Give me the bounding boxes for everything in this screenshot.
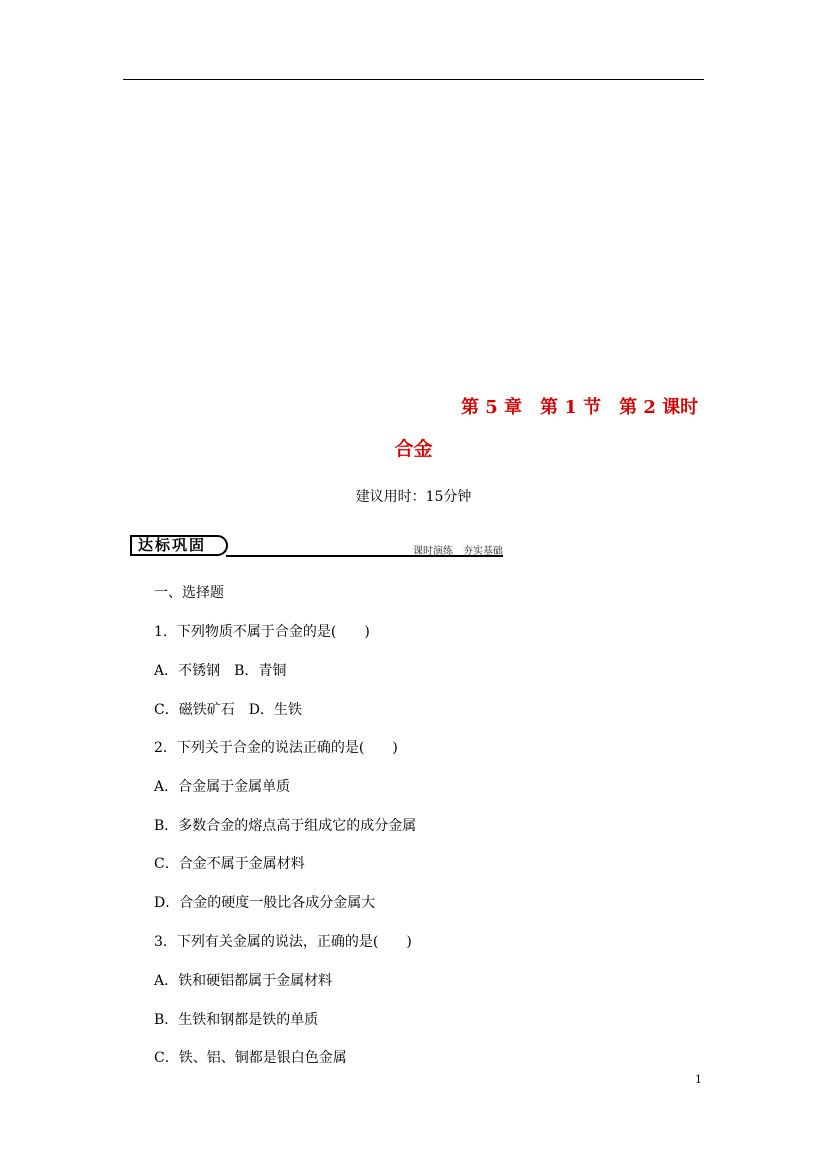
suggested-time: 建议用时：15分钟 [355, 489, 472, 505]
option-line: B．生铁和钢都是铁的单质 [154, 1012, 319, 1028]
option-line: C．铁、铝、铜都是银白色金属 [154, 1050, 347, 1066]
header-rule [123, 79, 704, 80]
option-line: A．铁和硬铝都属于金属材料 [154, 973, 333, 989]
chapter-heading: 第 5 章 第 1 节 第 2 课时 [461, 397, 699, 418]
page-number: 1 [695, 1073, 702, 1086]
section-banner [130, 535, 503, 561]
lesson-title: 合金 [394, 438, 433, 460]
option-line: A．不锈钢 B．青铜 [154, 663, 287, 679]
option-line: A．合金属于金属单质 [154, 779, 291, 795]
banner-subtitle: 课时演练 夯实基础 [413, 546, 503, 557]
section-heading: 一、选择题 [154, 585, 224, 601]
question-line: 1．下列物质不属于合金的是( ) [154, 624, 370, 640]
option-line: D．合金的硬度一般比各成分金属大 [154, 895, 376, 911]
banner-label: 达标巩固 [130, 535, 228, 556]
question-line: 3．下列有关金属的说法，正确的是( ) [154, 934, 412, 950]
question-line: 2．下列关于合金的说法正确的是( ) [154, 740, 398, 756]
option-line: C．合金不属于金属材料 [154, 856, 305, 872]
option-line: C．磁铁矿石 D．生铁 [154, 702, 302, 718]
option-line: B．多数合金的熔点高于组成它的成分金属 [154, 818, 417, 834]
